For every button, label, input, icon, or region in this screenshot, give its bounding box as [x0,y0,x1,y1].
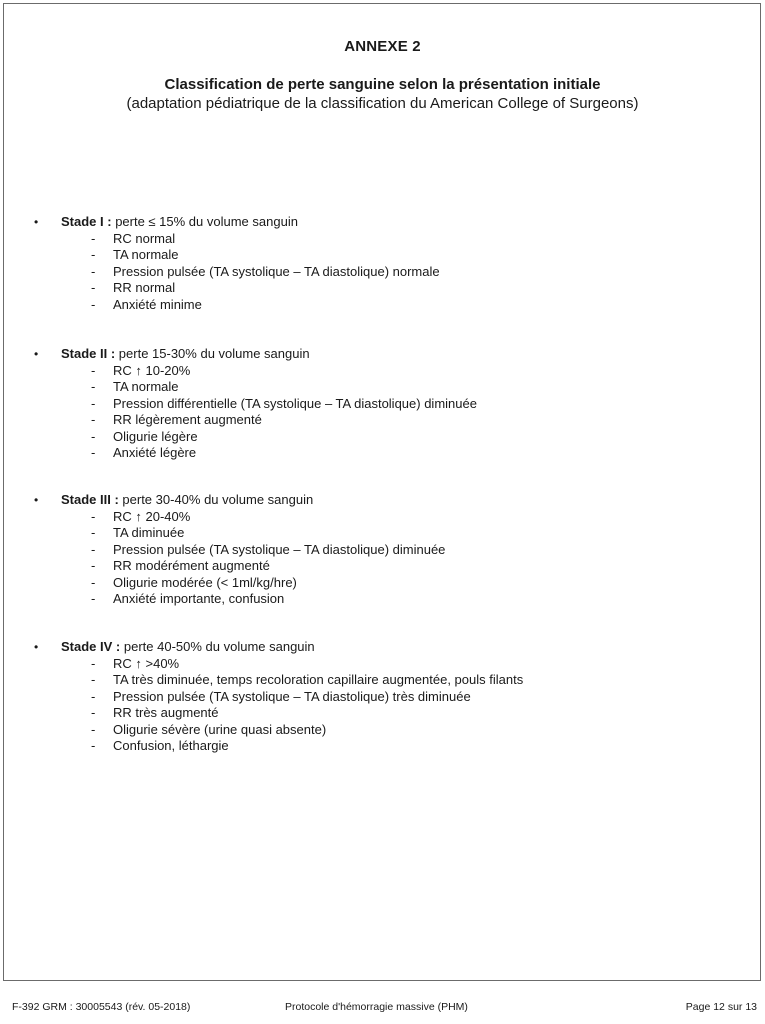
stage-4-label: Stade IV : [61,639,121,654]
stage-1-criteria-list [34,231,734,314]
criterion-text: Pression pulsée (TA systolique – TA diastolique) normale [113,263,440,279]
dash-icon: - [91,655,96,671]
stage-2-label: Stade II : [61,346,116,361]
criterion-text: Confusion, léthargie [113,738,229,753]
list-item [34,297,734,314]
dash-icon: - [91,379,96,394]
dash-icon: - [91,591,96,606]
dash-icon: - [91,525,96,540]
criterion-text: RC ↑ 20-40% [113,508,191,524]
list-item [34,445,734,462]
annex-heading: ANNEXE 2 [344,38,421,55]
stage-1-label: Stade I : [61,214,112,229]
stage-3-label: Stade III : [61,492,119,507]
list-item [34,280,734,297]
criterion-text: RR très augmenté [113,705,219,720]
stage-3-description: perte 30-40% du volume sanguin [118,492,314,507]
list-item [34,722,734,739]
list-item [34,429,734,446]
list-item [34,542,734,559]
list-item [34,656,734,673]
dash-icon: - [91,395,96,411]
stage-3-heading [34,492,734,509]
dash-icon: - [91,362,96,378]
criterion-text: TA très diminuée, temps recoloration capillaire augmentée, pouls filants [113,672,524,687]
dash-icon: - [91,428,96,444]
list-item [34,738,734,755]
footer-page-number: Page 12 sur 13 [685,1001,757,1013]
dash-icon: - [91,688,96,704]
bullet-icon: • [34,493,39,507]
stage-1-description: perte ≤ 15% du volume sanguin [111,214,298,229]
list-item [34,672,734,689]
stage-2-heading [34,346,734,363]
dash-icon: - [91,672,96,687]
dash-icon: - [91,230,96,246]
dash-icon: - [91,738,96,753]
criterion-text: Anxiété minime [113,296,202,312]
stage-4-criteria-list [34,656,734,755]
criterion-text: RC ↑ 10-20% [113,362,191,378]
footer-protocol-name: Protocole d'hémorragie massive (PHM) [285,1001,468,1013]
list-item [34,412,734,429]
criterion-text: RR légèrement augmenté [113,412,262,427]
list-item [34,396,734,413]
list-item [34,558,734,575]
list-item [34,231,734,248]
stage-2-criteria-list [34,363,734,462]
criterion-text: Pression pulsée (TA systolique – TA diastolique) diminuée [113,541,446,557]
criterion-text: RC ↑ >40% [113,655,180,671]
list-item [34,363,734,380]
stage-1-heading [34,214,734,231]
criterion-text: Pression différentielle (TA systolique – TA diastolique) diminuée [113,395,477,411]
dash-icon: - [91,721,96,737]
dash-icon: - [91,574,96,590]
list-item [34,591,734,608]
criterion-text: Oligurie légère [113,428,198,444]
dash-icon: - [91,558,96,573]
criterion-text: Anxiété légère [113,445,197,460]
list-item [34,705,734,722]
stage-3-block [34,492,734,608]
dash-icon: - [91,280,96,295]
document-title: Classification de perte sanguine selon la présentation initiale [164,76,601,93]
list-item [34,509,734,526]
dash-icon: - [91,508,96,524]
bullet-icon: • [34,347,39,361]
dash-icon: - [91,541,96,557]
criterion-text: RR normal [113,280,176,295]
list-item [34,689,734,706]
criterion-text: Anxiété importante, confusion [113,591,285,606]
dash-icon: - [91,705,96,720]
stage-1-block [34,214,734,313]
criterion-text: TA normale [113,379,179,394]
criterion-text: TA normale [113,247,179,262]
dash-icon: - [91,412,96,427]
dash-icon: - [91,445,96,460]
footer-form-reference: F-392 GRM : 30005543 (rév. 05-2018) [12,1001,191,1013]
stage-2-block [34,346,734,462]
list-item [34,247,734,264]
criterion-text: RC normal [113,230,176,246]
criterion-text: Oligurie modérée (< 1ml/kg/hre) [113,574,297,590]
criterion-text: TA diminuée [113,525,185,540]
dash-icon: - [91,247,96,262]
stage-4-block [34,639,734,755]
list-item [34,525,734,542]
stage-4-description: perte 40-50% du volume sanguin [120,639,315,654]
list-item [34,379,734,396]
dash-icon: - [91,296,96,312]
bullet-icon: • [34,640,39,654]
stage-2-description: perte 15-30% du volume sanguin [115,346,310,361]
stage-4-heading [34,639,734,656]
bullet-icon: • [34,215,39,229]
criterion-text: RR modérément augmenté [113,558,270,573]
list-item [34,264,734,281]
criterion-text: Oligurie sévère (urine quasi absente) [113,721,327,737]
stage-3-criteria-list [34,509,734,608]
document-subtitle: (adaptation pédiatrique de la classification du American College of Surgeons) [126,95,639,112]
dash-icon: - [91,263,96,279]
criterion-text: Pression pulsée (TA systolique – TA diastolique) très diminuée [113,688,471,704]
list-item [34,575,734,592]
